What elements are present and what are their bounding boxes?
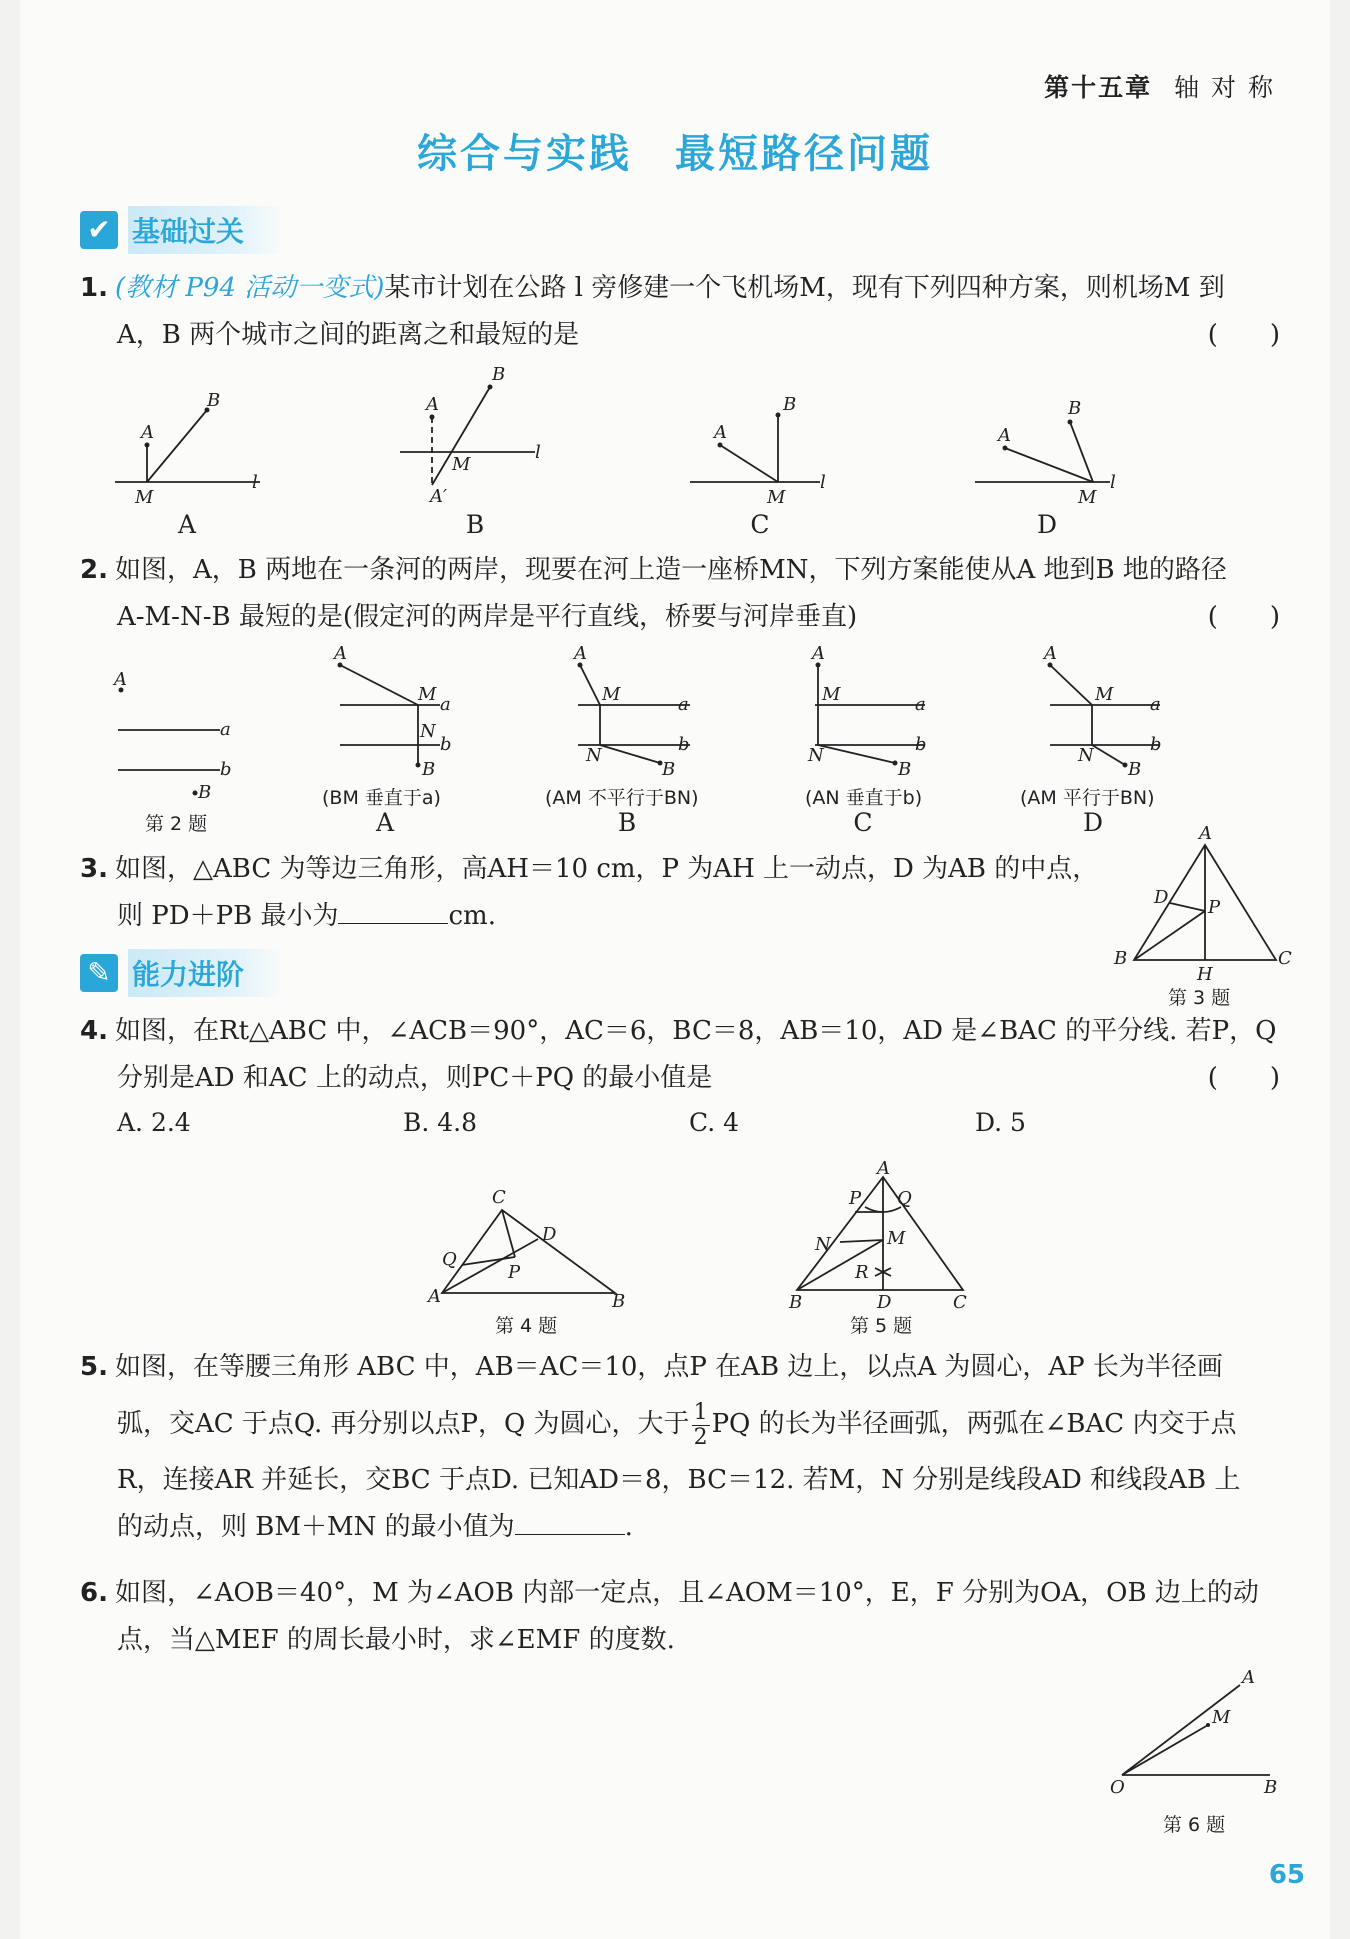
- svg-text:C: C: [492, 1187, 506, 1208]
- svg-text:l: l: [1110, 472, 1116, 493]
- q1-option-c-figure: [690, 394, 826, 508]
- q2-note-d: (AM 平行于BN): [1020, 787, 1155, 809]
- svg-text:A: A: [1044, 643, 1057, 664]
- q2-option-a-label: A: [375, 808, 395, 837]
- section-advanced-label: 能力进阶: [128, 949, 284, 997]
- svg-text:A: A: [714, 422, 727, 443]
- q4-option-a[interactable]: A. 2.4: [117, 1108, 191, 1137]
- svg-text:B: B: [1128, 759, 1142, 780]
- svg-text:a: a: [220, 719, 231, 740]
- q1-option-b-figure: [400, 364, 541, 507]
- svg-text:Q: Q: [897, 1188, 912, 1209]
- q3-answer-blank[interactable]: [338, 895, 448, 924]
- q1-answer-paren: ( ): [1207, 320, 1280, 350]
- svg-text:a: a: [1150, 694, 1161, 715]
- q1-option-a-figure: [115, 390, 260, 508]
- q2-number: 2.: [80, 555, 108, 585]
- svg-text:M: M: [887, 1228, 906, 1249]
- svg-text:P: P: [1208, 897, 1221, 918]
- svg-text:l: l: [252, 472, 258, 493]
- svg-text:l: l: [820, 472, 826, 493]
- svg-text:B: B: [1068, 398, 1082, 419]
- q2-note-b: (AM 不平行于BN): [545, 787, 699, 809]
- svg-text:B: B: [783, 394, 797, 415]
- q1-number: 1.: [80, 273, 108, 303]
- q5-fraction-numerator: 1: [693, 1399, 708, 1425]
- q3-unit: cm.: [448, 901, 496, 931]
- q5-answer-blank[interactable]: [515, 1506, 625, 1535]
- q3-text-line2: 则 PD＋PB 最小为: [117, 901, 339, 931]
- q6-text-line2: 点，当△MEF 的周长最小时，求∠EMF 的度数.: [117, 1625, 675, 1655]
- svg-text:C: C: [953, 1292, 967, 1313]
- svg-text:A′: A′: [430, 486, 448, 507]
- q5-fraction-denominator: 2: [693, 1424, 708, 1450]
- q1-option-d-figure: [975, 398, 1116, 508]
- svg-text:b: b: [440, 734, 452, 755]
- svg-text:A: A: [428, 1286, 441, 1307]
- q4-option-b[interactable]: B. 4.8: [403, 1108, 478, 1137]
- q3-figure-caption: 第 3 题: [1168, 987, 1231, 1009]
- q3-text-line1: 如图，△ABC 为等边三角形，高AH＝10 cm，P 为AH 上一动点，D 为AB 的中点，: [115, 854, 1099, 884]
- chapter-label: 第十五章: [1044, 73, 1153, 102]
- svg-text:A: A: [426, 394, 439, 415]
- q2-answer-paren: ( ): [1207, 602, 1280, 632]
- svg-text:O: O: [1110, 1777, 1125, 1798]
- svg-text:A: A: [114, 669, 127, 690]
- svg-text:B: B: [422, 759, 436, 780]
- q6-figure: [1100, 1665, 1300, 1805]
- q6-text-line1: 如图，∠AOB＝40°，M 为∠AOB 内部一定点，且∠AOM＝10°，E，F 分别为OA，OB 边上的动: [115, 1578, 1259, 1608]
- question-2: [80, 547, 1280, 641]
- chapter-header: [1044, 68, 1275, 104]
- svg-text:b: b: [678, 734, 690, 755]
- svg-text:B: B: [898, 759, 912, 780]
- q5-figure-caption: 第 5 题: [850, 1315, 913, 1337]
- svg-text:B: B: [662, 759, 676, 780]
- svg-text:b: b: [915, 734, 927, 755]
- svg-text:M: M: [1212, 1707, 1231, 1728]
- svg-text:M: M: [1078, 487, 1097, 508]
- page-number: 65: [1268, 1860, 1305, 1890]
- svg-text:B: B: [789, 1292, 803, 1313]
- q4-text-line1: 如图，在Rt△ABC 中，∠ACB＝90°，AC＝6，BC＝8，AB＝10，AD 是∠BAC 的平分线. 若P，Q: [115, 1016, 1277, 1046]
- q2-figure-caption: 第 2 题: [145, 813, 208, 835]
- svg-text:A: A: [334, 643, 347, 664]
- q1-option-a-label: A: [177, 510, 197, 539]
- svg-text:A: A: [998, 425, 1011, 446]
- q2-option-d-label: D: [1082, 808, 1104, 837]
- q3-number: 3.: [80, 854, 108, 884]
- svg-text:N: N: [808, 745, 824, 766]
- q5-fraction: [692, 1401, 710, 1450]
- q2-text-line1: 如图，A，B 两地在一条河的两岸，现要在河上造一座桥MN，下列方案能使从A 地到B 地的路径: [115, 555, 1227, 585]
- q5-text-line1: 如图，在等腰三角形 ABC 中，AB＝AC＝10，点P 在AB 边上，以点A 为圆心，AP 长为半径画: [115, 1352, 1223, 1382]
- svg-text:a: a: [915, 694, 926, 715]
- q5-text-line2: 弧，交AC 于点Q. 再分别以点P，Q 为圆心，大于: [117, 1409, 690, 1439]
- q4-text-line2: 分别是AD 和AC 上的动点，则PC＋PQ 的最小值是: [117, 1063, 713, 1093]
- q2-option-d-figure: [1042, 643, 1162, 780]
- svg-text:A: A: [574, 643, 587, 664]
- svg-text:N: N: [1078, 745, 1094, 766]
- q1-source: (教材 P94 活动一变式): [115, 273, 385, 303]
- q4-option-d[interactable]: D. 5: [975, 1108, 1026, 1137]
- svg-text:D: D: [1154, 887, 1169, 908]
- q2-note-c: (AN 垂直于b): [805, 787, 923, 809]
- svg-text:N: N: [815, 1234, 831, 1255]
- svg-text:A: A: [812, 643, 825, 664]
- question-1: [80, 265, 1280, 359]
- svg-text:b: b: [1150, 734, 1162, 755]
- q2-option-c-label: C: [853, 808, 873, 837]
- q6-figure-caption: 第 6 题: [1163, 1814, 1226, 1836]
- q4-answer-paren: ( ): [1207, 1063, 1280, 1093]
- svg-text:M: M: [767, 487, 786, 508]
- svg-text:b: b: [220, 759, 232, 780]
- q1-figure: [0, 360, 1350, 510]
- svg-text:A: A: [1242, 1667, 1255, 1688]
- question-5: [80, 1344, 1280, 1551]
- chapter-name: 轴 对 称: [1174, 73, 1275, 102]
- q1-text-line1: 某市计划在公路 l 旁修建一个飞机场M，现有下列四种方案，则机场M 到: [384, 273, 1225, 303]
- svg-text:B: B: [492, 364, 506, 385]
- page-title: 综合与实践 最短路径问题: [417, 131, 933, 177]
- svg-text:A: A: [877, 1158, 890, 1179]
- svg-text:N: N: [420, 721, 436, 742]
- q5-text-line4: 的动点，则 BM＋MN 的最小值为: [117, 1512, 515, 1542]
- svg-text:M: M: [602, 684, 621, 705]
- section-basic-label: 基础过关: [128, 206, 284, 254]
- svg-text:M: M: [822, 684, 841, 705]
- svg-text:C: C: [1278, 948, 1292, 969]
- q2-option-b-figure: [572, 643, 690, 780]
- svg-text:B: B: [1264, 1777, 1278, 1798]
- svg-text:R: R: [855, 1262, 869, 1283]
- q2-text-line2: A-M-N-B 最短的是(假定河的两岸是平行直线，桥要与河岸垂直): [117, 602, 858, 632]
- q6-number: 6.: [80, 1578, 108, 1608]
- q5-figure: [785, 1158, 975, 1313]
- svg-text:H: H: [1197, 964, 1213, 985]
- q5-number: 5.: [80, 1352, 108, 1382]
- svg-text:B: B: [198, 782, 212, 803]
- svg-text:M: M: [452, 454, 471, 475]
- q3-figure: [1110, 823, 1292, 985]
- svg-text:a: a: [678, 694, 689, 715]
- section-advanced: [80, 950, 284, 996]
- q2-figure: [0, 645, 1350, 805]
- q4-number: 4.: [80, 1016, 108, 1046]
- svg-text:M: M: [418, 684, 437, 705]
- svg-text:M: M: [135, 487, 154, 508]
- svg-text:Q: Q: [442, 1249, 457, 1270]
- svg-text:P: P: [849, 1188, 862, 1209]
- q1-option-b-label: B: [465, 510, 485, 539]
- q4-figure-caption: 第 4 题: [495, 1315, 558, 1337]
- section-basic: [80, 207, 284, 253]
- svg-text:A: A: [141, 422, 154, 443]
- svg-text:N: N: [586, 745, 602, 766]
- svg-text:B: B: [1114, 948, 1128, 969]
- q1-text-line2: A，B 两个城市之间的距离之和最短的是: [117, 320, 580, 350]
- svg-text:l: l: [535, 442, 541, 463]
- q2-option-b-label: B: [617, 808, 637, 837]
- q2-option-c-figure: [807, 643, 927, 780]
- svg-text:D: D: [542, 1224, 557, 1245]
- q4-figure: [420, 1185, 630, 1312]
- q4-option-c[interactable]: C. 4: [689, 1108, 740, 1137]
- q2-option-a-figure: [332, 643, 452, 780]
- pencil-icon: ✎: [80, 954, 118, 992]
- svg-text:B: B: [207, 390, 221, 411]
- svg-text:a: a: [440, 694, 451, 715]
- q2-base-figure: [112, 669, 232, 803]
- q1-option-d-label: D: [1036, 510, 1058, 539]
- svg-text:A: A: [1199, 823, 1212, 844]
- svg-text:D: D: [877, 1292, 892, 1313]
- svg-text:P: P: [508, 1262, 521, 1283]
- q1-option-c-label: C: [750, 510, 770, 539]
- question-4: [80, 1008, 1280, 1102]
- q5-text-line2-cont: PQ 的长为半径画弧，两弧在∠BAC 内交于点: [711, 1409, 1237, 1439]
- question-3: [80, 846, 1130, 940]
- svg-text:M: M: [1095, 684, 1114, 705]
- checkbox-icon: ✔: [80, 211, 118, 249]
- svg-text:B: B: [612, 1291, 626, 1312]
- q5-period: .: [624, 1512, 633, 1542]
- q5-text-line3: R，连接AR 并延长，交BC 于点D. 已知AD＝8，BC＝12. 若M，N 分别是线段AD 和线段AB 上: [117, 1465, 1241, 1495]
- question-6: [80, 1570, 1280, 1664]
- q2-note-a: (BM 垂直于a): [322, 787, 441, 809]
